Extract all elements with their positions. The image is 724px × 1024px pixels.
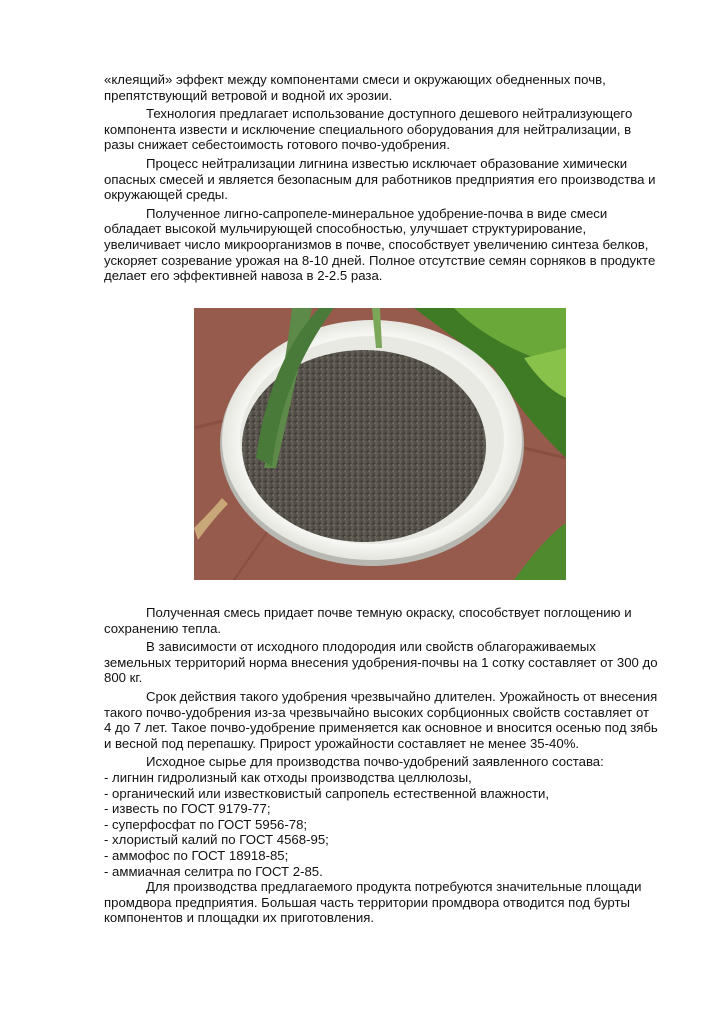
paragraph-fertilizer-properties: Полученное лигно-сапропеле-минеральное удобрение-почва в виде смеси обладает высокой мульчирующей способностью, улучшает структурирование, увеличивает число микроорганизмов в почве, способствует увеличению синтеза белков, ускоряет созревание урожая на 8-10 дней. Полное отсутствие семян сорняков в продукте делает его эффективней навоза в 2-2.5 раза.: [104, 205, 656, 284]
materials-intro: Исходное сырье для производства почво-удобрений заявленного состава:: [146, 754, 604, 770]
soil-plate-illustration: [194, 308, 566, 580]
bottom-text-section: [104, 605, 660, 929]
top-text-section: [104, 72, 660, 287]
paragraph-neutralization: Процесс нейтрализации лигнина известью исключает образование химически опасных смесей и является безопасным для работников предприятия его производства и окружающей среды.: [104, 155, 656, 203]
soil-plate-photo: [194, 308, 566, 580]
list-item: - хлористый калий по ГОСТ 4568-95;: [104, 832, 329, 848]
materials-list: [104, 770, 660, 879]
list-item: - суперфосфат по ГОСТ 5956-78;: [104, 816, 308, 832]
paragraph-erosion: «клеящий» эффект между компонентами смеси и окружающих обедненных почв, препятствующий ветровой и водной их эрозии.: [104, 72, 606, 103]
list-item: - аммиачная селитра по ГОСТ 2-85.: [104, 863, 323, 879]
list-item: - известь по ГОСТ 9179-77;: [104, 801, 271, 817]
list-item: - лигнин гидролизный как отходы производства целлюлозы,: [104, 769, 472, 785]
paragraph-dark-color: Полученная смесь придает почве темную окраску, способствует поглощению и сохранению тепла.: [104, 605, 632, 636]
list-item: - аммофос по ГОСТ 18918-85;: [104, 847, 289, 863]
list-item: - органический или известковистый сапропель естественной влажности,: [104, 785, 550, 801]
paragraph-technology: Технология предлагает использование доступного дешевого нейтрализующего компонента извести и исключение специального оборудования для нейтрализации, в разы снижает себестоимость готового почво-удобрения.: [104, 106, 633, 153]
paragraph-duration: Срок действия такого удобрения чрезвычайно длителен. Урожайность от внесения такого почво-удобрения из-за чрезвычайно высоких сорбционных свойств составляет от 4 до 7 лет. Такое почво-удобрение применяется как основное и вносится осенью под зябь и весной под перепашку. Прирост урожайности составляет не менее 35-40%.: [104, 688, 658, 751]
paragraph-application-rate: В зависимости от исходного плодородия или свойств облагораживаемых земельных территорий норма внесения удобрения-почвы на 1 сотку составляет от 300 до 800 кг.: [104, 639, 658, 686]
paragraph-production-area: Для производства предлагаемого продукта потребуются значительные площади промдвора предприятия. Большая часть территории промдвора отводится под бурты компонентов и площадки их приготовления.: [104, 879, 642, 926]
